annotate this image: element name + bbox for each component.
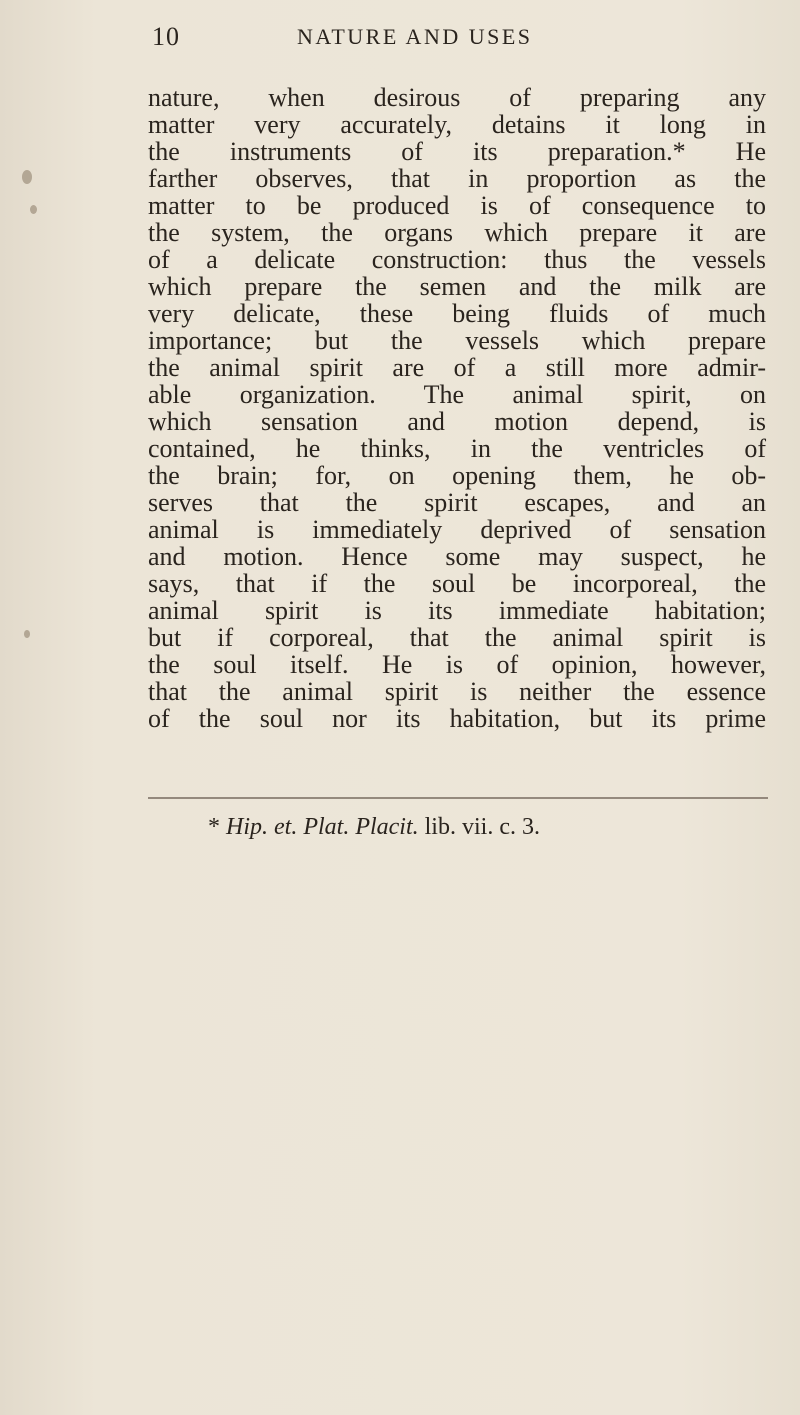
text-line: and motion. Hence some may suspect, he bbox=[148, 542, 766, 571]
text-line: very delicate, these being fluids of much bbox=[148, 299, 766, 328]
text-line-row bbox=[148, 138, 766, 165]
footnote-citation: Hip. et. Plat. Placit. bbox=[226, 814, 419, 840]
body-text bbox=[148, 84, 766, 732]
text-line: that the animal spirit is neither the essence bbox=[148, 677, 766, 706]
text-line-row bbox=[148, 516, 766, 543]
text-line-row bbox=[148, 651, 766, 678]
text-line-row bbox=[148, 300, 766, 327]
text-line-row bbox=[148, 246, 766, 273]
text-line: farther observes, that in proportion as the bbox=[148, 164, 766, 193]
text-line: able organization. The animal spirit, on bbox=[148, 380, 766, 409]
paper-stain bbox=[24, 630, 30, 638]
footnote bbox=[208, 814, 540, 841]
text-line: the system, the organs which prepare it are bbox=[148, 218, 766, 247]
text-line-row bbox=[148, 273, 766, 300]
text-line-row bbox=[148, 624, 766, 651]
text-line: the animal spirit are of a still more admir- bbox=[148, 353, 766, 382]
paper-stain bbox=[22, 170, 32, 184]
text-line-row bbox=[148, 543, 766, 570]
text-line: the soul itself. He is of opinion, however, bbox=[148, 650, 766, 679]
paper-stain bbox=[30, 205, 37, 214]
text-line: serves that the spirit escapes, and an bbox=[148, 488, 766, 517]
text-line: contained, he thinks, in the ventricles of bbox=[148, 434, 766, 463]
text-line: which sensation and motion depend, is bbox=[148, 407, 766, 436]
text-line: the brain; for, on opening them, he ob- bbox=[148, 461, 766, 490]
text-line-row bbox=[148, 84, 766, 111]
page-header bbox=[152, 22, 752, 56]
text-line-row bbox=[148, 570, 766, 597]
text-line: of the soul nor its habitation, but its prime bbox=[148, 704, 766, 733]
text-line: the instruments of its preparation.* He bbox=[148, 137, 766, 166]
text-line-row bbox=[148, 327, 766, 354]
text-line-row bbox=[148, 192, 766, 219]
running-title: NATURE AND USES bbox=[297, 24, 533, 49]
page-number: 10 bbox=[152, 22, 180, 51]
text-line: importance; but the vessels which prepare bbox=[148, 326, 766, 355]
text-line-row bbox=[148, 462, 766, 489]
footnote-rule bbox=[148, 797, 768, 799]
text-line-row bbox=[148, 705, 766, 732]
text-line-row bbox=[148, 408, 766, 435]
text-line-row bbox=[148, 435, 766, 462]
footnote-reference: lib. vii. c. 3. bbox=[424, 814, 540, 840]
text-line-row bbox=[148, 678, 766, 705]
footnote-marker: * bbox=[208, 814, 220, 840]
text-line: which prepare the semen and the milk are bbox=[148, 272, 766, 301]
text-line-row bbox=[148, 111, 766, 138]
text-line-row bbox=[148, 489, 766, 516]
text-line: matter to be produced is of consequence to bbox=[148, 191, 766, 220]
text-line: animal spirit is its immediate habitation; bbox=[148, 596, 766, 625]
text-line: but if corporeal, that the animal spirit is bbox=[148, 623, 766, 652]
text-line-row bbox=[148, 165, 766, 192]
text-line: says, that if the soul be incorporeal, the bbox=[148, 569, 766, 598]
text-line: nature, when desirous of preparing any bbox=[148, 83, 766, 112]
text-line-row bbox=[148, 354, 766, 381]
text-line-row bbox=[148, 597, 766, 624]
text-line: of a delicate construction: thus the vessels bbox=[148, 245, 766, 274]
text-line-row bbox=[148, 219, 766, 246]
text-line: matter very accurately, detains it long in bbox=[148, 110, 766, 139]
text-line-row bbox=[148, 381, 766, 408]
text-line: animal is immediately deprived of sensation bbox=[148, 515, 766, 544]
